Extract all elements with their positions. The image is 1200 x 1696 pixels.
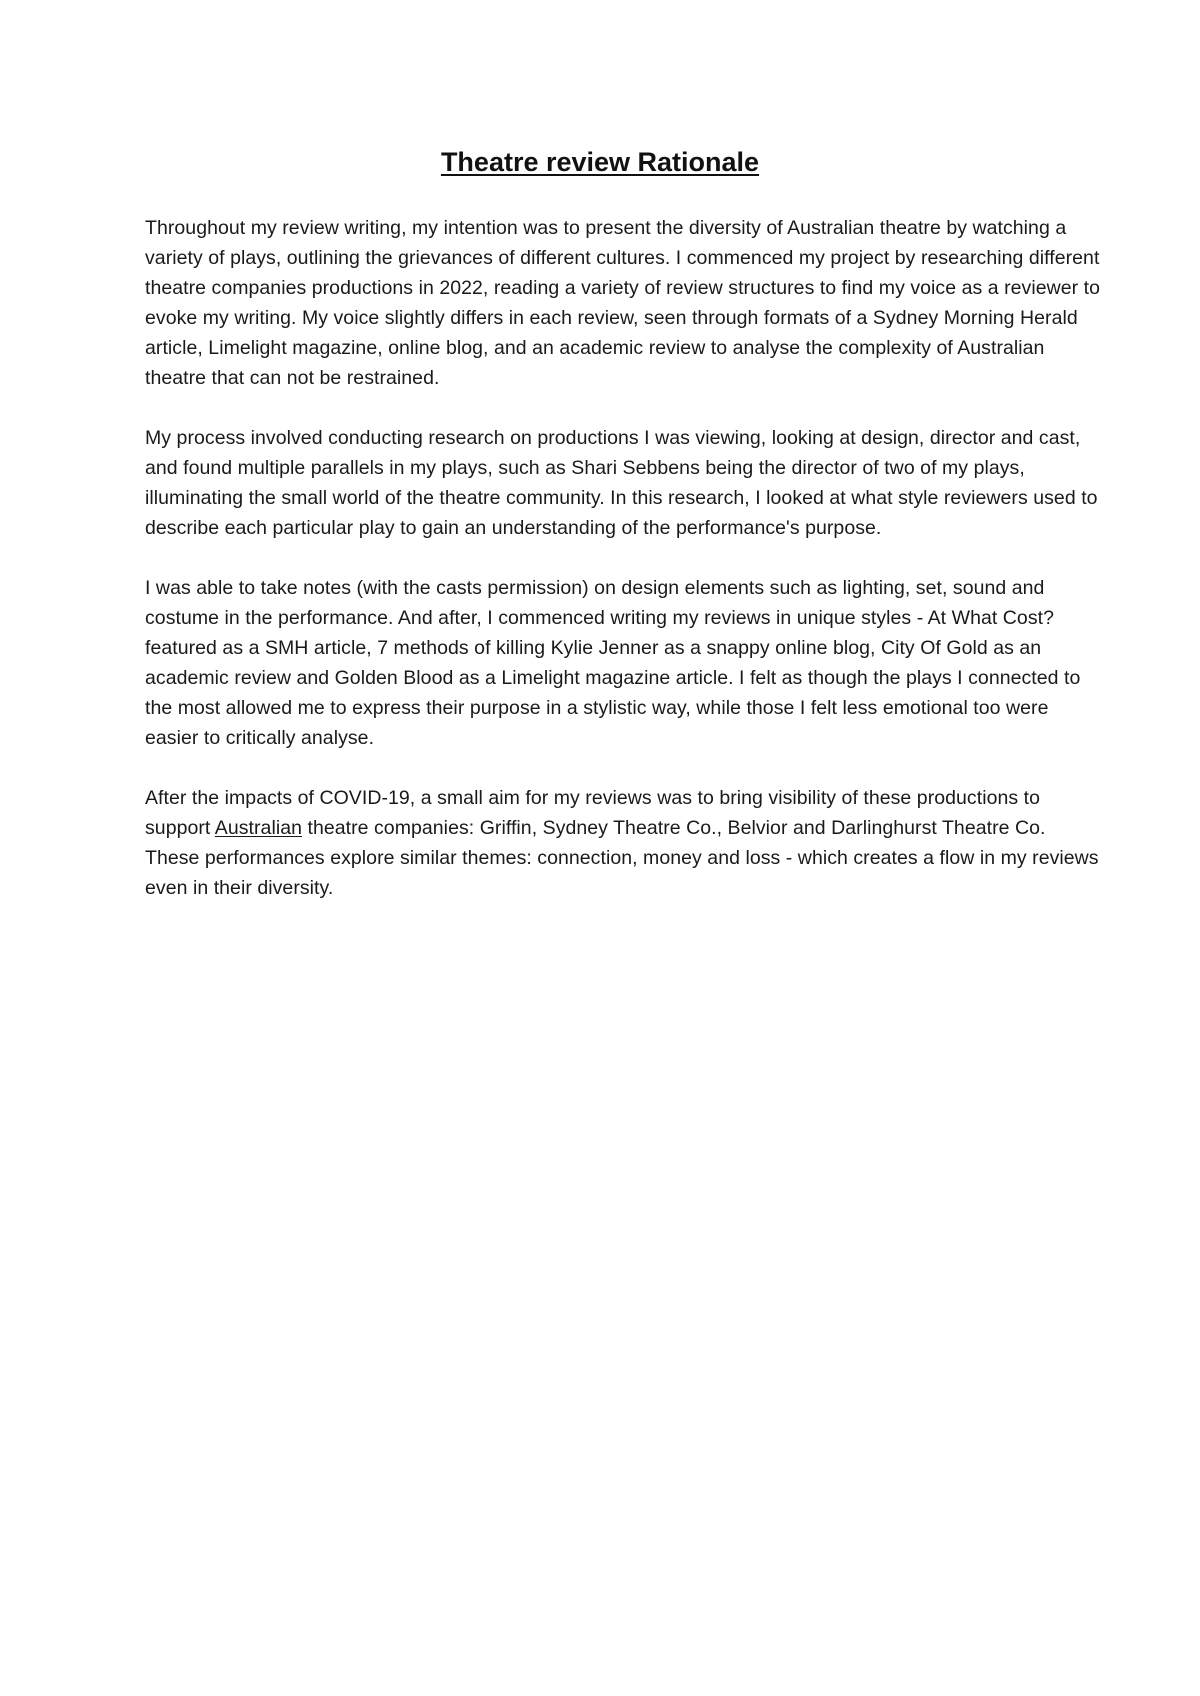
paragraph-covid-aim-start: After the impacts of COVID-19, a small aim for my reviews was to bring visibility of these productions to support xyxy=(145,787,1040,839)
document-body xyxy=(145,213,1105,933)
paragraph-covid-aim xyxy=(145,783,1105,903)
document-title: Theatre review Rationale xyxy=(440,147,760,177)
paragraph-process: My process involved conducting research on productions I was viewing, looking at design, director and cast, and found multiple parallels in my plays, such as Shari Sebbens being the director of two of my plays, illuminating the small world of the theatre community. In this research, I looked at what style reviewers used to describe each particular play to gain an understanding of the performance's purpose. xyxy=(145,427,1098,539)
paragraph-notes-and-styles: I was able to take notes (with the casts permission) on design elements such as lighting, set, sound and costume in the performance. And after, I commenced writing my reviews in unique styles - At What Cost? featured as a SMH article, 7 methods of killing Kylie Jenner as a snappy online blog, City Of Gold as an academic review and Golden Blood as a Limelight magazine article. I felt as though the plays I connected to the most allowed me to express their purpose in a stylistic way, while those I felt less emotional too were easier to critically analyse. xyxy=(145,577,1081,749)
underlined-word-australian: Australian xyxy=(214,817,303,839)
paragraph-intention: Throughout my review writing, my intention was to present the diversity of Australian theatre by watching a variety of plays, outlining the grievances of different cultures. I commenced my project by researching different theatre companies productions in 2022, reading a variety of review structures to find my voice as a reviewer to evoke my writing. My voice slightly differs in each review, seen through formats of a Sydney Morning Herald article, Limelight magazine, online blog, and an academic review to analyse the complexity of Australian theatre that can not be restrained. xyxy=(145,217,1101,389)
paragraph-covid-aim-end: theatre companies: Griffin, Sydney Theatre Co., Belvior and Darlinghurst Theatre Co. These performances explore similar themes: connection, money and loss - which creates a flow in my reviews even in their diversity. xyxy=(145,817,1099,899)
